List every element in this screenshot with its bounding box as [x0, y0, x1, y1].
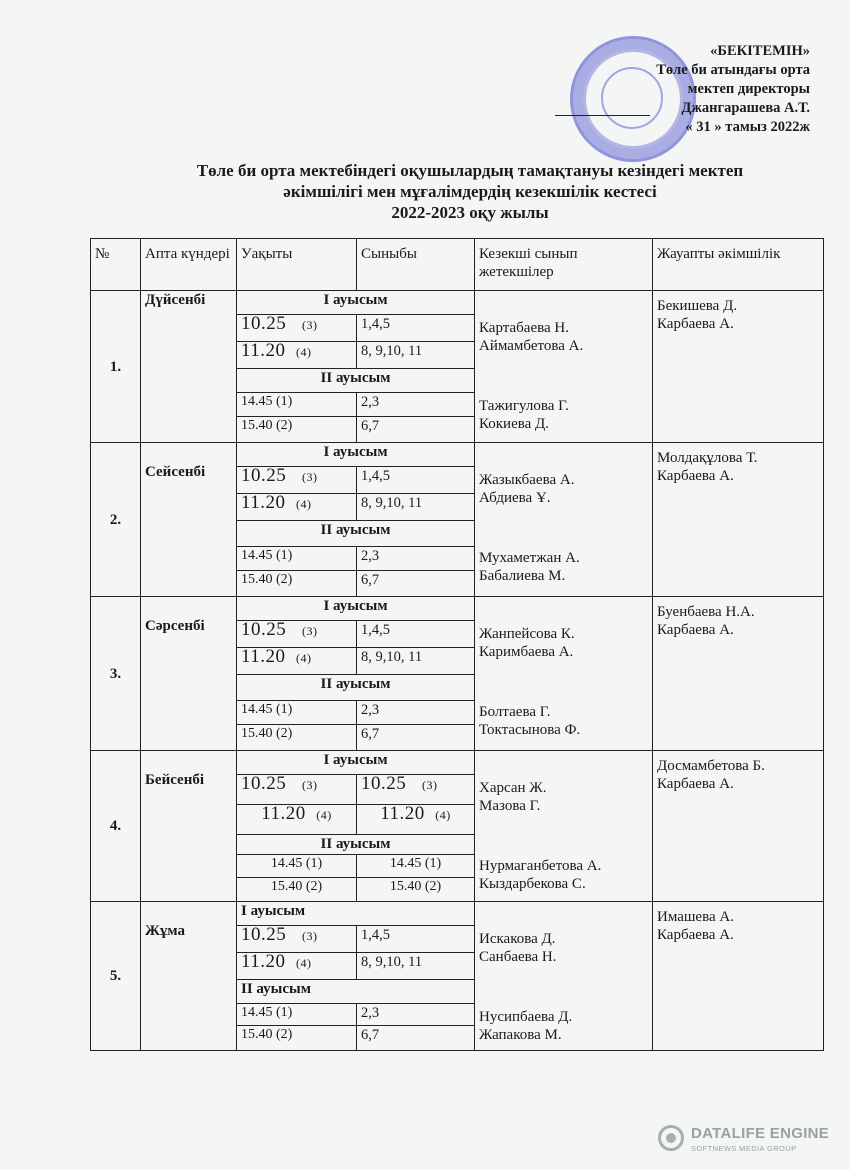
class-cell: 8, 9,10, 11: [357, 342, 475, 369]
duty-teachers: Картабаева Н. Аймамбетова А. Тажигулова Г. Кокиева Д.: [475, 291, 653, 443]
class-cell: 6,7: [357, 417, 475, 443]
shift-1-label: І ауысым: [237, 443, 475, 467]
day-cell: Жұма: [141, 902, 237, 1051]
class-cell: 6,7: [357, 725, 475, 751]
responsible-admin: Бекишева Д. Карбаева А.: [653, 291, 824, 443]
duty-teachers: Жанпейсова К. Каримбаева А. Болтаева Г. Токтасынова Ф.: [475, 597, 653, 751]
approval-heading: «БЕКІТЕМІН»: [710, 43, 810, 59]
shift-1-label: І ауысым: [237, 597, 475, 621]
responsible-admin: Имашева А. Карбаева А.: [653, 902, 824, 1051]
responsible-admin: Буенбаева Н.А. Карбаева А.: [653, 597, 824, 751]
table-row: [91, 751, 824, 775]
title-line-3: 2022-2023 оқу жылы: [391, 203, 549, 222]
time-cell: 10.25 (3): [237, 315, 357, 342]
duty-schedule-table: [90, 238, 824, 1051]
shift-2-label: ІІ ауысым: [237, 369, 475, 393]
class-cell: 8, 9,10, 11: [357, 648, 475, 675]
shift-2-label: ІІ ауысым: [237, 980, 475, 1004]
time-cell: 10.25 (3): [237, 467, 357, 494]
table-row: [91, 291, 824, 315]
class-cell: 8, 9,10, 11: [357, 494, 475, 521]
title-line-2: әкімшілігі мен мұғалімдердің кезекшілік кестесі: [283, 182, 657, 201]
day-cell: Дүйсенбі: [141, 291, 237, 443]
time-cell: 11.20 (4): [237, 953, 357, 980]
title-line-1: Төле би орта мектебіндегі оқушылардың тамақтануы кезіндегі мектеп: [196, 161, 744, 180]
class-cell: 8, 9,10, 11: [357, 953, 475, 980]
shift-1-label: І ауысым: [237, 751, 475, 775]
duty-teachers: Харсан Ж. Мазова Г. Нурмаганбетова А. Кыздарбекова С.: [475, 751, 653, 902]
header-class: Сыныбы: [357, 239, 475, 291]
time-cell: 14.45 (1): [237, 855, 357, 878]
time-cell: 11.20 (4): [237, 494, 357, 521]
responsible-admin: Досмамбетова Б. Карбаева А.: [653, 751, 824, 902]
time-cell: 15.40 (2): [237, 878, 357, 902]
watermark-logo: [658, 1123, 833, 1157]
time-cell: 14.45 (1): [357, 855, 475, 878]
class-cell: 2,3: [357, 701, 475, 725]
time-cell: 14.45 (1): [237, 393, 357, 417]
day-cell: Бейсенбі: [141, 751, 237, 902]
approval-director-name: Джангарашева А.Т.: [681, 100, 810, 116]
watermark-brand: DATALIFE ENGINE: [691, 1125, 830, 1142]
header-num: №: [91, 239, 141, 291]
time-cell: 10.25 (3): [237, 775, 357, 805]
time-cell: 10.25 (3): [237, 926, 357, 953]
header-resp: Жауапты әкімшілік: [653, 239, 824, 291]
row-num: 1.: [91, 291, 141, 443]
row-num: 5.: [91, 902, 141, 1051]
document-title: [90, 160, 850, 223]
class-cell: 2,3: [357, 393, 475, 417]
day-cell: Сейсенбі: [141, 443, 237, 597]
table-row: [91, 597, 824, 621]
table-row: [91, 443, 824, 467]
class-cell: 1,4,5: [357, 315, 475, 342]
duty-teachers: Жазыкбаева А. Абдиева Ұ. Мухаметжан А. Бабалиева М.: [475, 443, 653, 597]
class-cell: 2,3: [357, 1004, 475, 1026]
watermark-subtitle: SOFTNEWS MEDIA GROUP: [691, 1144, 797, 1153]
time-cell: 14.45 (1): [237, 701, 357, 725]
shift-2-label: ІІ ауысым: [237, 521, 475, 547]
header-days: Апта күндері: [141, 239, 237, 291]
shift-2-label: ІІ ауысым: [237, 675, 475, 701]
shift-1-label: І ауысым: [237, 291, 475, 315]
row-num: 4.: [91, 751, 141, 902]
datalife-logo-icon: [658, 1125, 684, 1151]
time-cell: 14.45 (1): [237, 1004, 357, 1026]
approval-date: « 31 » тамыз 2022ж: [685, 119, 810, 135]
time-cell: 15.40 (2): [237, 1026, 357, 1051]
time-cell: 11.20 (4): [237, 648, 357, 675]
time-cell: 15.40 (2): [237, 725, 357, 751]
approval-position: мектеп директоры: [687, 81, 810, 97]
class-cell: 1,4,5: [357, 621, 475, 648]
row-num: 3.: [91, 597, 141, 751]
approval-school: Төле би атындағы орта: [656, 62, 810, 78]
time-cell: 11.20 (4): [357, 805, 475, 835]
time-cell: 15.40 (2): [357, 878, 475, 902]
duty-teachers: Искакова Д. Санбаева Н. Нусипбаева Д. Жапакова М.: [475, 902, 653, 1051]
signature-line: [555, 115, 650, 116]
row-num: 2.: [91, 443, 141, 597]
class-cell: 6,7: [357, 571, 475, 597]
table-header-row: [91, 239, 824, 291]
shift-2-label: ІІ ауысым: [237, 835, 475, 855]
time-cell: 10.25 (3): [237, 621, 357, 648]
header-time: Уақыты: [237, 239, 357, 291]
shift-1-label: І ауысым: [237, 902, 475, 926]
class-cell: 1,4,5: [357, 926, 475, 953]
class-cell: 2,3: [357, 547, 475, 571]
time-cell: 15.40 (2): [237, 417, 357, 443]
time-cell: 14.45 (1): [237, 547, 357, 571]
time-cell: 11.20 (4): [237, 342, 357, 369]
responsible-admin: Молдақұлова Т. Карбаева А.: [653, 443, 824, 597]
approval-block: [555, 42, 810, 137]
header-duty: Кезекші сынып жетекшілер: [475, 239, 653, 291]
day-cell: Сәрсенбі: [141, 597, 237, 751]
time-cell: 10.25 (3): [357, 775, 475, 805]
time-cell: 15.40 (2): [237, 571, 357, 597]
class-cell: 6,7: [357, 1026, 475, 1051]
table-row: [91, 902, 824, 926]
class-cell: 1,4,5: [357, 467, 475, 494]
time-cell: 11.20 (4): [237, 805, 357, 835]
